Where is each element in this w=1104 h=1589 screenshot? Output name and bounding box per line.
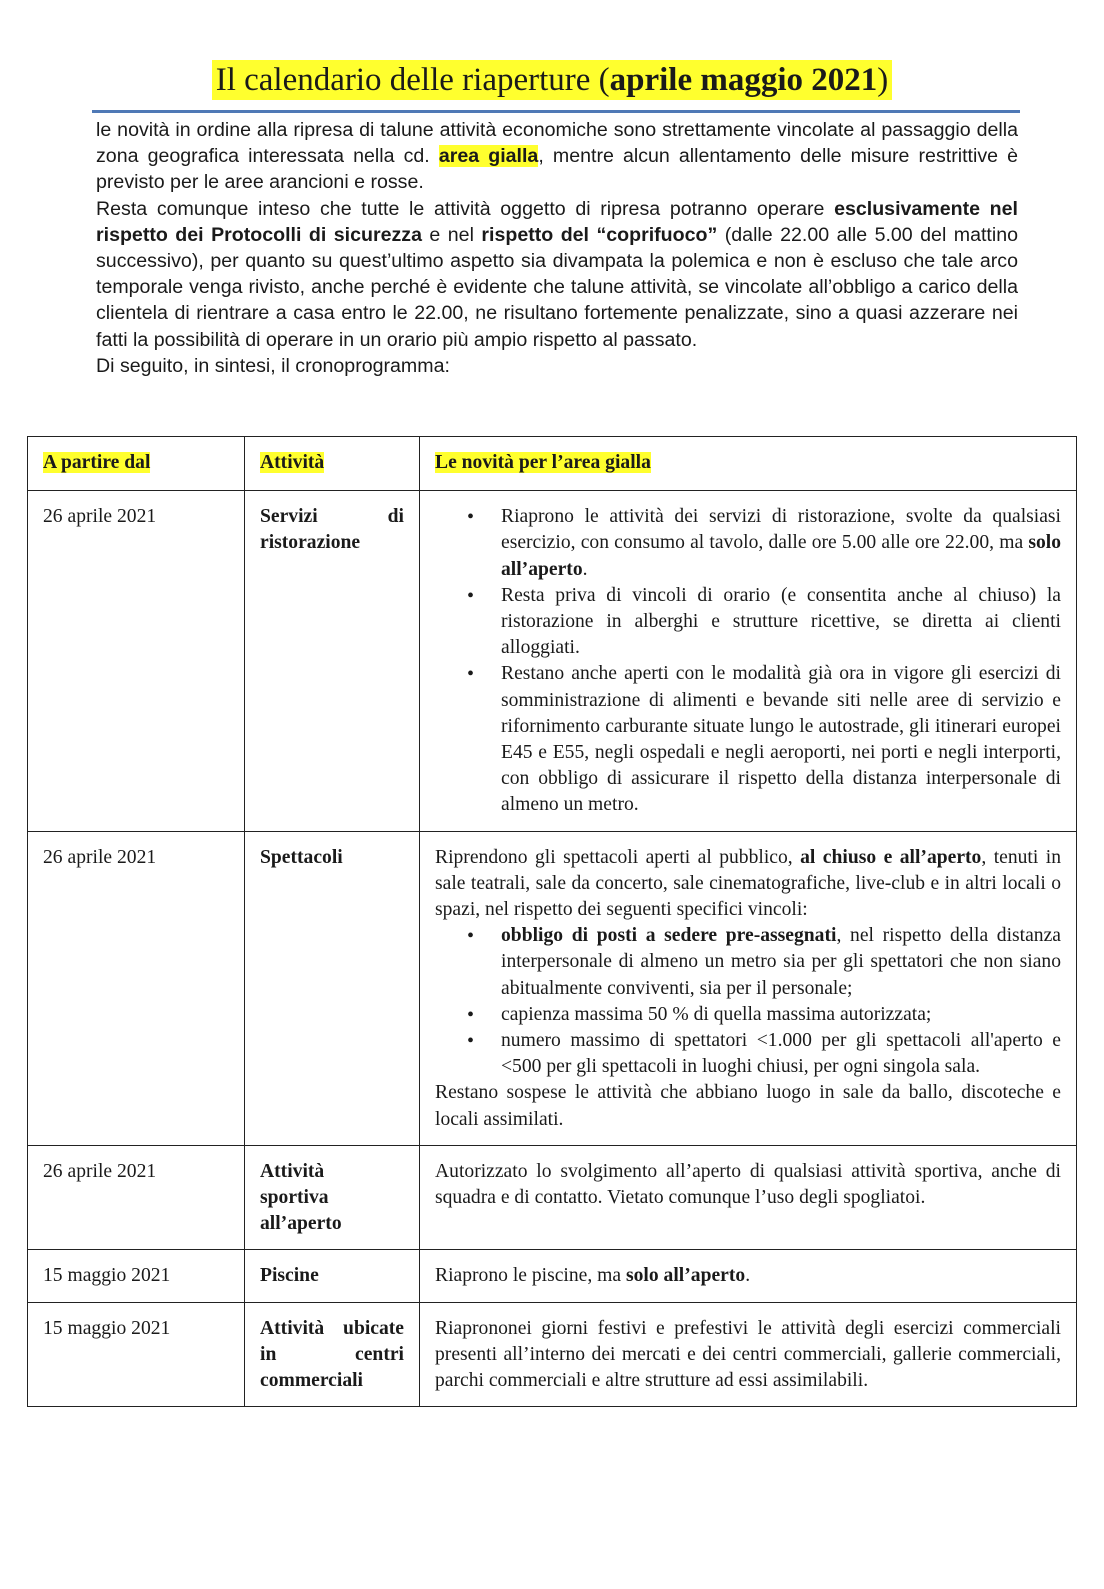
activity-line: Attività <box>260 1160 325 1182</box>
bullet-text: Riaprono le attività dei servizi di ristorazione, svolte da qualsiasi esercizio, con consumo al tavolo, dalle ore 5.00 alle ore 22.00, ma <box>501 506 1061 554</box>
row-intro <box>435 845 1061 924</box>
row-text-c: . <box>745 1265 751 1287</box>
table-row <box>28 1145 1077 1250</box>
activity-line: all’aperto <box>260 1213 342 1235</box>
bullet-text: numero massimo di spettatori <1.000 per gli spettacoli all'aperto e <500 per gli spettacoli in luoghi chiusi, per ogni singola sala. <box>501 1030 1061 1078</box>
row-date: 26 aprile 2021 <box>28 491 245 831</box>
row-description: Riaprononei giorni festivi e prefestivi le attività degli esercizi commerciali presenti all’interno dei mercati e dei centri commerciali, gallerie commerciali, parchi commerciali e altre strutture ad essi assimilabili. <box>420 1302 1077 1407</box>
intro-p2-bold-1: esclusivamente nel rispetto dei Protocolli di sicurezza <box>96 197 1018 246</box>
row-activity: Spettacoli <box>245 831 420 1145</box>
highlight-area-gialla: area gialla <box>438 145 539 168</box>
row-outro: Restano sospese le attività che abbiano luogo in sale da ballo, discoteche e locali assimilati. <box>435 1082 1061 1130</box>
table-row <box>28 1250 1077 1302</box>
intro-p1-text-b: , mentre alcun allentamento delle misure restrittive è previsto per le aree arancioni e rosse. <box>96 145 1018 194</box>
row-date: 15 maggio 2021 <box>28 1250 245 1302</box>
row-activity: Piscine <box>245 1250 420 1302</box>
intro-p2-bold-2: rispetto del “coprifuoco” <box>481 223 718 246</box>
row-intro-bold: al chiuso e all’aperto <box>800 846 982 868</box>
header-date-label: A partire dal <box>43 452 151 473</box>
list-item <box>501 923 1061 1002</box>
list-item <box>501 583 1061 662</box>
row-text-a: Riaprono le piscine, ma <box>435 1265 626 1287</box>
bullet-text: Restano anche aperti con le modalità già ora in vigore gli esercizi di somministrazione di alimenti e bevande siti nelle aree di servizio e rifornimento carburante situate lungo le autostrade, gli itinerari europei E45 e E55, negli ospedali e negli aeroporti, nei porti e negli interporti, con obbligo di assicurare il rispetto della distanza interpersonale di almeno un metro. <box>501 663 1061 816</box>
intro-p1-text-a: le novità in ordine alla ripresa di talune attività economiche sono strettamente vincolate al passaggio della zona geografica interessata nella cd. <box>96 119 1018 168</box>
page-title-wrap <box>0 60 1104 100</box>
schedule-table <box>27 436 1077 1407</box>
header-date <box>28 437 245 491</box>
list-item <box>501 504 1061 583</box>
header-news-label: Le novità per l’area gialla <box>435 452 651 473</box>
table-header-row <box>28 437 1077 491</box>
intro-paragraph-3: Di seguito, in sintesi, il cronoprogramma: <box>96 354 450 377</box>
row-description: Autorizzato lo svolgimento all’aperto di qualsiasi attività sportiva, anche di squadra e di contatto. Vietato comunque l’uso degli spogliatoi. <box>420 1145 1077 1250</box>
intro-p2-text-d: (dalle 22.00 alle 5.00 del mattino successivo), per quanto su quest’ultimo aspetto sia divampata la polemica e non è escluso che tale arco temporale venga rivisto, anche perché è evidente che talune attività, se vincolate all’obbligo a carico della clientela di rientrare a casa entro le 22.00, ne risultano fortemente penalizzate, sino a quasi azzerare nei fatti la possibilità di operare in un orario più ampio rispetto al passato. <box>96 223 1019 351</box>
row-date: 26 aprile 2021 <box>28 831 245 1145</box>
title-text: Il calendario delle riaperture ( <box>215 62 610 98</box>
bullet-bold-text: solo all’aperto <box>501 532 1061 580</box>
row-text-bold: solo all’aperto <box>626 1265 746 1287</box>
table-row <box>28 491 1077 831</box>
row-date: 15 maggio 2021 <box>28 1302 245 1407</box>
bullet-list <box>435 504 1061 818</box>
title-divider <box>92 110 1020 113</box>
header-news <box>420 437 1077 491</box>
bullet-text-end: . <box>582 558 588 580</box>
bullet-bold-text: obbligo di posti a sedere pre-assegnati <box>501 925 837 947</box>
row-intro-text-c: , tenuti in sale teatrali, sale da concerto, sale cinematografiche, live-club e in altri locali o spazi, nel rispetto dei seguenti specifici vincoli: <box>435 846 1061 921</box>
title-close-paren: ) <box>877 62 889 98</box>
header-activity <box>245 437 420 491</box>
intro-paragraph-2 <box>96 196 1018 353</box>
table-row <box>28 831 1077 1145</box>
row-activity <box>245 1145 420 1250</box>
row-intro-text-a: Riprendono gli spettacoli aperti al pubblico, <box>435 846 801 868</box>
header-activity-label: Attività <box>260 452 325 473</box>
intro-p2-text-a: Resta comunque inteso che tutte le attività oggetto di ripresa potranno operare <box>96 197 835 220</box>
row-activity: Attività ubicate in centri commerciali <box>245 1302 420 1407</box>
table-row <box>28 1302 1077 1407</box>
bullet-list <box>435 923 1061 1080</box>
list-item <box>501 1028 1061 1080</box>
list-item <box>501 1002 1061 1028</box>
row-description <box>420 1250 1077 1302</box>
bullet-text: capienza massima 50 % di quella massima autorizzata; <box>501 1003 932 1025</box>
title-bold-text: aprile maggio 2021 <box>609 62 878 98</box>
intro-paragraph-1 <box>96 117 1018 196</box>
row-description <box>420 491 1077 831</box>
bullet-text-end: , nel rispetto della distanza interpersonale di almeno un metro sia per gli spettatori che non siano abitualmente conviventi, sia per il personale; <box>501 925 1061 999</box>
activity-line: sportiva <box>260 1187 329 1209</box>
list-item <box>501 661 1061 818</box>
page-title <box>212 60 893 100</box>
intro-p2-text-c: e nel <box>421 223 482 246</box>
row-description <box>420 831 1077 1145</box>
intro-text <box>96 117 1018 379</box>
row-activity: Servizi di ristorazione <box>245 491 420 831</box>
row-date: 26 aprile 2021 <box>28 1145 245 1250</box>
bullet-text: Resta priva di vincoli di orario (e consentita anche al chiuso) la ristorazione in alberghi e strutture ricettive, se diretta ai clienti alloggiati. <box>501 584 1061 659</box>
